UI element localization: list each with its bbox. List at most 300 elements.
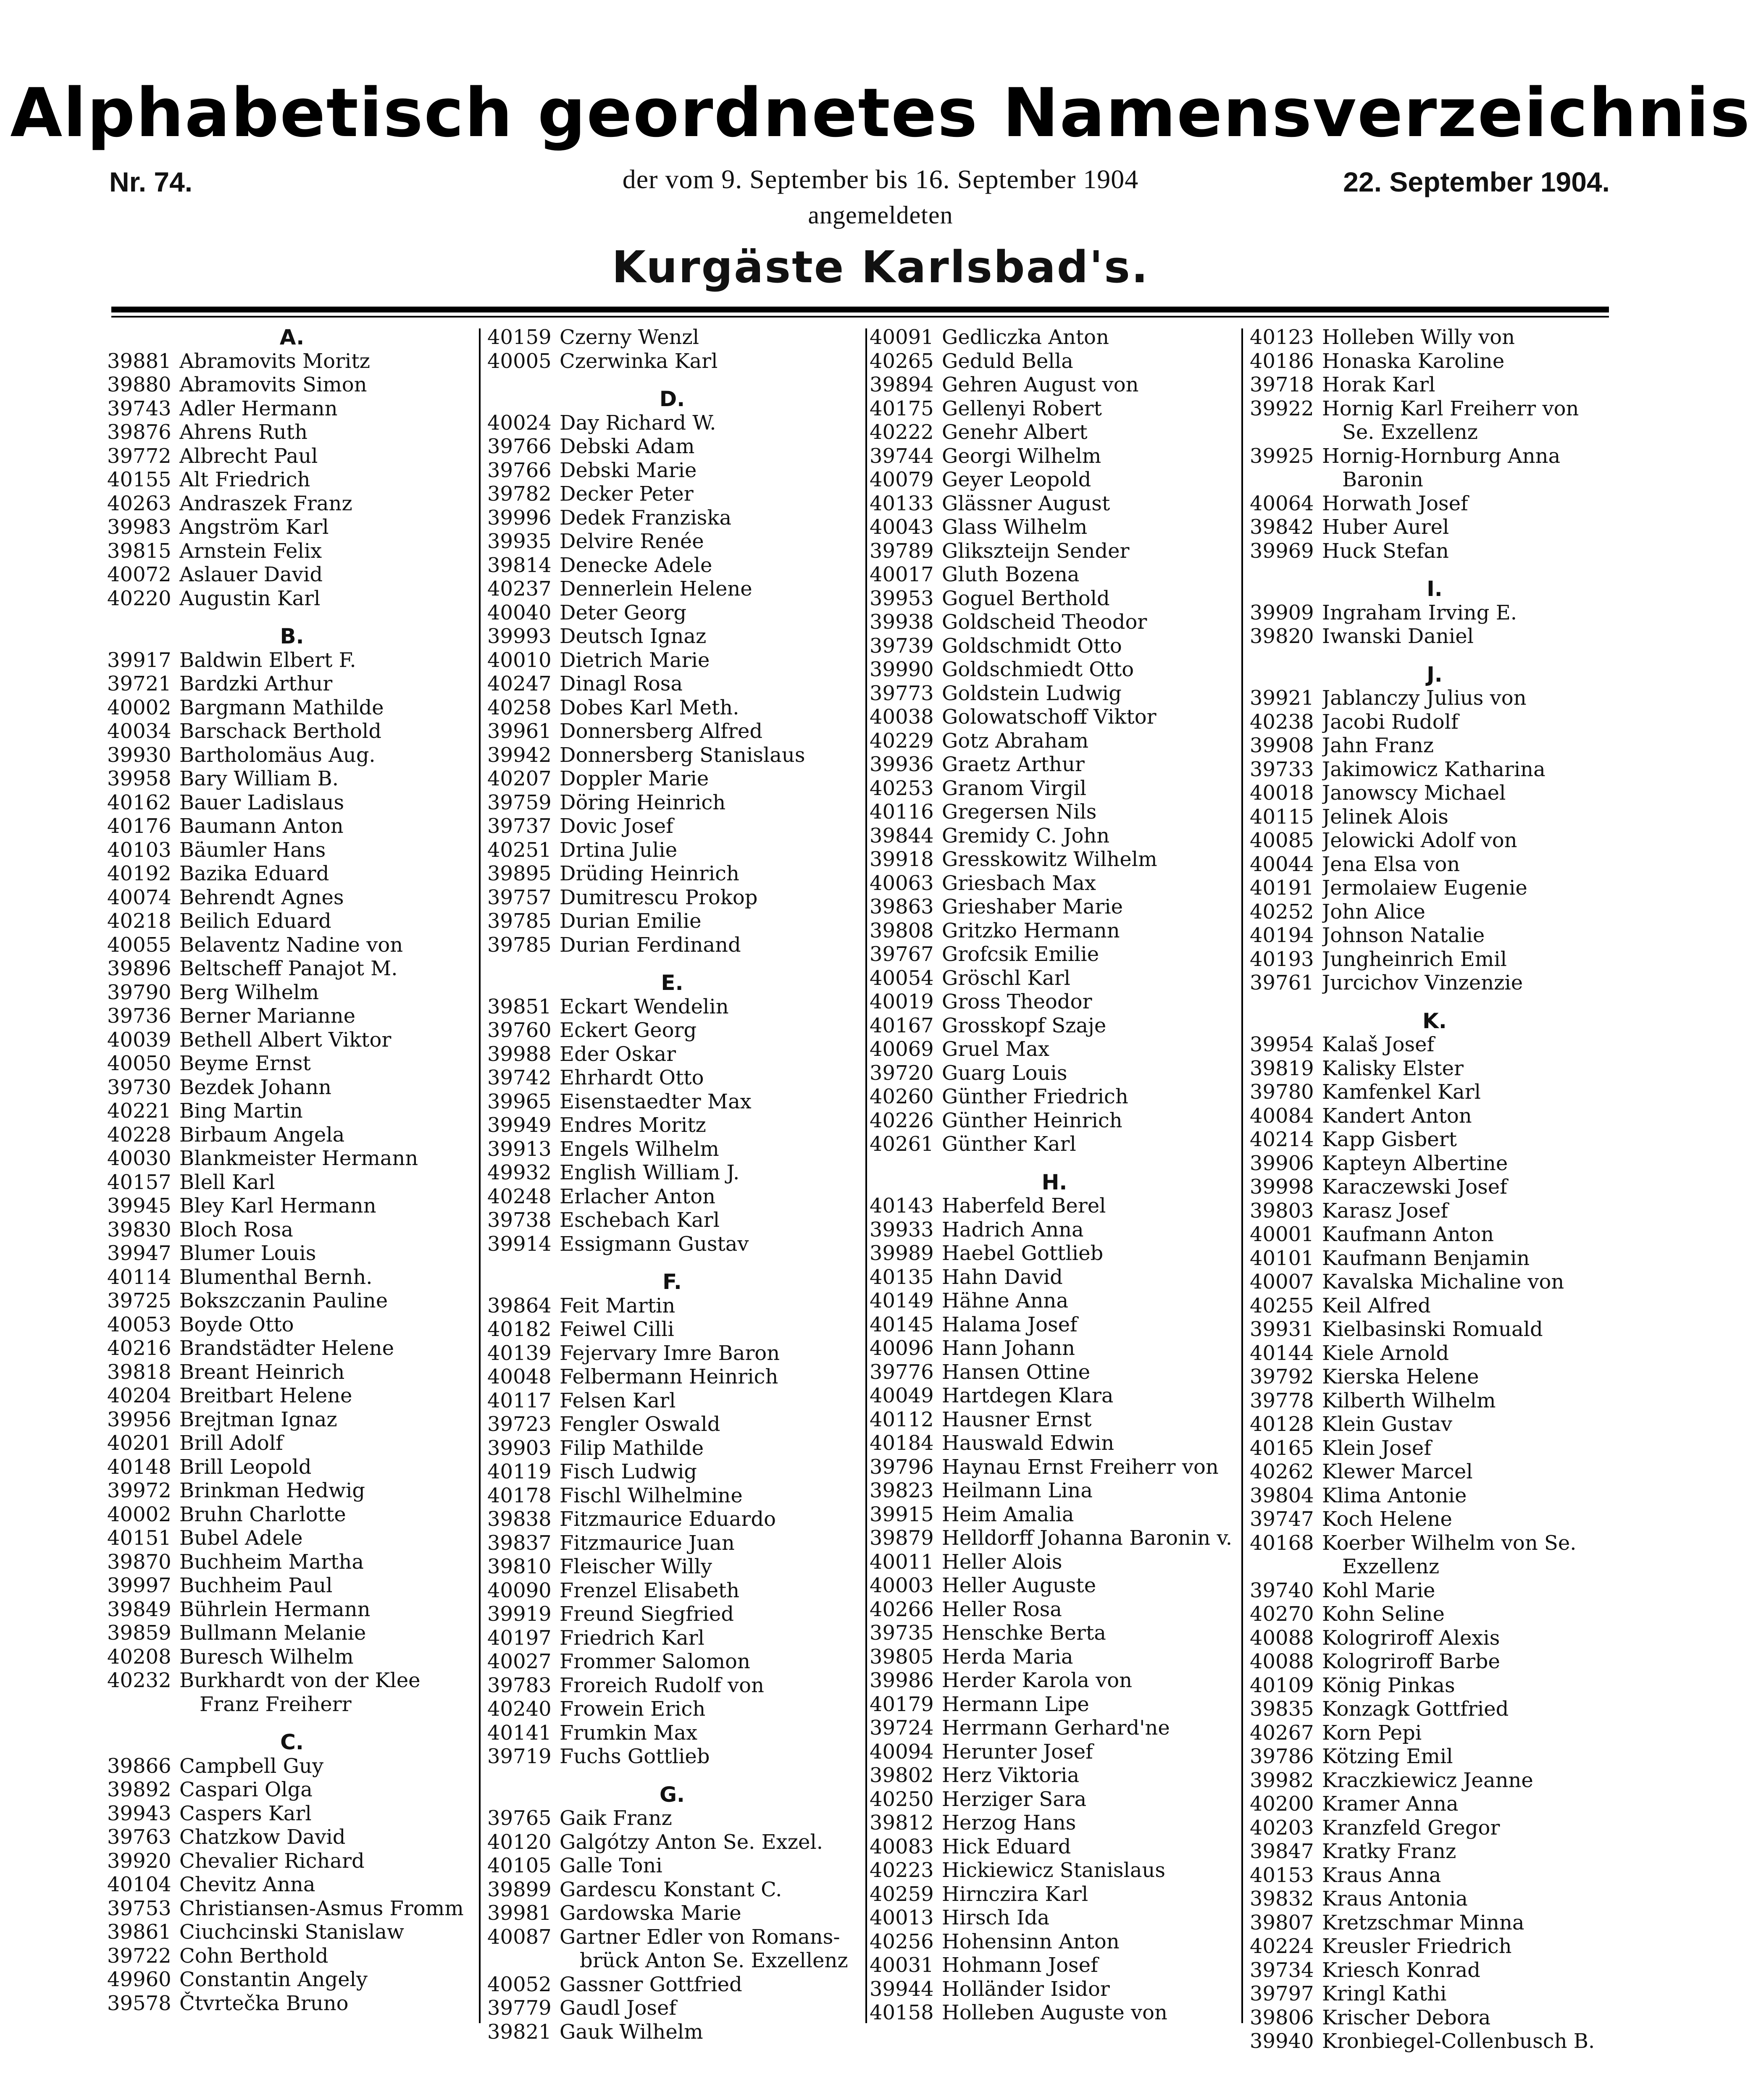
guest-number: 39909	[1250, 601, 1314, 625]
guest-name: Gröschl Karl	[942, 966, 1070, 990]
guest-name: Drüding Heinrich	[560, 862, 739, 885]
list-item	[107, 444, 477, 468]
letter-heading: I.	[1427, 577, 1443, 601]
list-item	[1250, 2029, 1619, 2053]
guest-number: 40027	[487, 1650, 552, 1673]
guest-name: Eder Oskar	[560, 1042, 676, 1066]
list-item	[107, 420, 477, 444]
list-item	[870, 1109, 1239, 1133]
list-item	[107, 1076, 477, 1100]
guest-number: 40064	[1250, 491, 1314, 515]
guest-number: 40157	[107, 1170, 171, 1194]
guest-number: 40119	[487, 1460, 552, 1483]
guest-name: Buresch Wilhelm	[179, 1645, 354, 1669]
list-item	[487, 625, 857, 648]
list-item	[1250, 515, 1619, 539]
guest-number: 39789	[870, 539, 934, 563]
guest-name: Chevalier Richard	[179, 1849, 365, 1873]
guest-name: Kraus Antonia	[1322, 1887, 1468, 1911]
guest-number: 39986	[870, 1669, 934, 1692]
guest-number: 40135	[870, 1265, 934, 1289]
list-item	[107, 767, 477, 791]
guest-name: Holleben Auguste von	[942, 2001, 1167, 2024]
guest-name: König Pinkas	[1322, 1673, 1455, 1697]
list-item	[107, 862, 477, 886]
guest-name: Iwanski Daniel	[1322, 625, 1474, 648]
guest-name: Froreich Rudolf von	[560, 1673, 764, 1697]
guest-name: Grosskopf Szaje	[942, 1013, 1107, 1037]
guest-number: 40005	[487, 349, 552, 373]
list-item	[487, 1830, 857, 1854]
list-item	[107, 1360, 477, 1384]
guest-name: Galle Toni	[560, 1854, 662, 1877]
guest-number: 39981	[487, 1901, 552, 1925]
guest-name: Fischl Wilhelmine	[560, 1483, 743, 1507]
guest-name: Huck Stefan	[1322, 539, 1449, 563]
guest-number: 39734	[1250, 1958, 1314, 1982]
guest-number: 39935	[487, 530, 552, 553]
list-item	[487, 482, 857, 506]
guest-number: 40194	[1250, 924, 1314, 947]
entry-continuation: Franz Freiherr	[200, 1692, 352, 1716]
guest-number: 39810	[487, 1555, 552, 1578]
guest-name: Hornig-Hornburg Anna	[1322, 444, 1561, 468]
guest-name: Hornig Karl Freiherr von	[1322, 396, 1579, 420]
guest-name: Durian Emilie	[560, 909, 702, 933]
guest-number: 40200	[1250, 1792, 1314, 1816]
guest-number: 39849	[107, 1597, 171, 1621]
guest-number: 40087	[487, 1925, 552, 1949]
guest-name: Hirsch Ida	[942, 1906, 1050, 1929]
list-item	[487, 767, 857, 791]
guest-name: Griesbach Max	[942, 871, 1096, 895]
list-item	[107, 587, 477, 611]
guest-number: 40151	[107, 1526, 171, 1550]
guest-number: 39766	[487, 458, 552, 482]
guest-name: Caspari Olga	[179, 1778, 313, 1801]
guest-name: Endres Moritz	[560, 1113, 706, 1137]
guest-number: 40153	[1250, 1863, 1314, 1887]
list-item	[487, 1137, 857, 1161]
section-gap	[487, 373, 857, 387]
guest-name: Herunter Josef	[942, 1740, 1093, 1764]
list-item	[870, 1526, 1239, 1550]
guest-number: 39903	[487, 1436, 552, 1460]
list-item	[1250, 781, 1619, 805]
guest-number: 40256	[870, 1929, 934, 1953]
guest-number: 39925	[1250, 444, 1314, 468]
section-gap	[1250, 563, 1619, 577]
guest-name: Eckart Wendelin	[560, 995, 729, 1018]
list-item	[487, 1721, 857, 1745]
list-item	[107, 909, 477, 933]
list-item	[1250, 492, 1619, 516]
guest-number: 40049	[870, 1384, 934, 1407]
guest-name: Herz Viktoria	[942, 1764, 1080, 1787]
guest-number: 39790	[107, 980, 171, 1004]
guest-number: 39821	[487, 2020, 552, 2044]
list-item	[107, 886, 477, 910]
guest-name: Kandert Anton	[1322, 1104, 1472, 1128]
guest-number: 40085	[1250, 829, 1314, 852]
list-item	[870, 658, 1239, 682]
guest-number: 40220	[107, 586, 171, 610]
guest-number: 49960	[107, 1968, 171, 1991]
list-item	[107, 1408, 477, 1432]
guest-number: 39776	[870, 1360, 934, 1384]
list-item	[107, 349, 477, 373]
guest-number: 39838	[487, 1507, 552, 1531]
guest-number: 40055	[107, 933, 171, 957]
guest-number: 39721	[107, 672, 171, 696]
list-item	[107, 563, 477, 587]
list-item	[107, 492, 477, 516]
guest-number: 40270	[1250, 1602, 1314, 1626]
list-item	[487, 1341, 857, 1365]
guest-name: Beyme Ernst	[179, 1052, 311, 1075]
guest-name: Herzog Hans	[942, 1811, 1076, 1835]
list-item	[870, 1740, 1239, 1764]
list-item	[487, 1090, 857, 1114]
list-item	[870, 1479, 1239, 1503]
column-divider-2	[865, 328, 867, 2023]
guest-name: Kapp Gisbert	[1322, 1128, 1457, 1151]
guest-name: Kologriroff Alexis	[1322, 1626, 1500, 1650]
list-item	[107, 1099, 477, 1123]
guest-number: 40238	[1250, 710, 1314, 734]
guest-number: 40038	[870, 705, 934, 729]
guest-number: 39783	[487, 1673, 552, 1697]
guest-number: 40063	[870, 871, 934, 895]
list-item	[107, 719, 477, 743]
guest-number: 39988	[487, 1042, 552, 1066]
list-item	[107, 814, 477, 838]
list-item	[870, 563, 1239, 587]
guest-name: Krischer Debora	[1322, 2006, 1491, 2029]
list-item	[870, 326, 1239, 349]
guest-number: 39847	[1250, 1840, 1314, 1863]
guest-number: 40003	[870, 1574, 934, 1597]
guest-name: Kalisky Elster	[1322, 1056, 1464, 1080]
guest-number: 40019	[870, 990, 934, 1013]
list-item	[107, 743, 477, 767]
list-item	[870, 1218, 1239, 1242]
guest-name: Grofcsik Emilie	[942, 942, 1099, 966]
guest-name: Heilmann Lina	[942, 1479, 1093, 1502]
list-item	[107, 672, 477, 696]
guest-number: 39753	[107, 1896, 171, 1920]
guest-number: 40155	[107, 468, 171, 491]
list-item	[487, 530, 857, 554]
guest-number: 40165	[1250, 1436, 1314, 1460]
list-item	[107, 838, 477, 862]
guest-number: 40265	[870, 349, 934, 373]
list-item	[870, 1669, 1239, 1693]
list-item	[1250, 1412, 1619, 1436]
guest-name: Granom Virgil	[942, 776, 1087, 800]
guest-name: English William J.	[560, 1161, 740, 1184]
list-item	[107, 791, 477, 815]
list-item	[1250, 1341, 1619, 1365]
guest-name: Goldstein Ludwig	[942, 681, 1122, 705]
list-item	[487, 601, 857, 625]
guest-name: John Alice	[1322, 900, 1425, 924]
guest-name: Brill Leopold	[179, 1455, 312, 1479]
letter-heading: J.	[1427, 662, 1443, 687]
guest-name: Feit Martin	[560, 1294, 675, 1318]
guest-name: Janowscy Michael	[1322, 781, 1506, 805]
guest-name: Bauer Ladislaus	[179, 790, 344, 814]
guest-name: Jacobi Rudolf	[1322, 710, 1459, 734]
guest-name: Koerber Wilhelm von Se.	[1322, 1531, 1577, 1555]
guest-number: 39792	[1250, 1365, 1314, 1389]
guest-name: Boyde Otto	[179, 1312, 294, 1336]
list-item	[107, 1384, 477, 1408]
guest-name: Hann Johann	[942, 1336, 1075, 1360]
list-item	[1250, 1887, 1619, 1911]
guest-number: 40128	[1250, 1412, 1314, 1436]
guest-name: Klein Josef	[1322, 1436, 1432, 1460]
list-item	[487, 1996, 857, 2020]
letter-heading: K.	[1422, 1008, 1447, 1033]
guest-number: 40054	[870, 966, 934, 990]
guest-name: Glässner August	[942, 491, 1110, 515]
guest-name: Čtvrtečka Bruno	[179, 1991, 349, 2015]
guest-number: 39982	[1250, 1768, 1314, 1792]
guest-number: 39738	[487, 1208, 552, 1232]
guest-name: Keil Alfred	[1322, 1294, 1431, 1318]
guest-number: 39930	[107, 743, 171, 767]
guest-number: 39990	[870, 658, 934, 681]
list-item	[1250, 1365, 1619, 1389]
guest-name: Augustin Karl	[179, 586, 321, 610]
list-item	[870, 1061, 1239, 1085]
guest-number: 40088	[1250, 1626, 1314, 1650]
list-item	[487, 1232, 857, 1256]
guest-name: Dobes Karl Meth.	[560, 696, 739, 719]
guest-name: Georgi Wilhelm	[942, 444, 1101, 468]
guest-name: Decker Peter	[560, 482, 694, 506]
entry-continuation: Se. Exzellenz	[1342, 420, 1478, 444]
list-item	[1250, 734, 1619, 758]
list-item	[870, 705, 1239, 729]
guest-name: Frowein Erich	[560, 1697, 706, 1721]
guest-number: 39866	[107, 1754, 171, 1778]
list-item	[107, 1479, 477, 1503]
list-item	[870, 1194, 1239, 1218]
guest-number: 39807	[1250, 1911, 1314, 1935]
guest-name: Blumer Louis	[179, 1242, 316, 1265]
guest-name: Bäumler Hans	[179, 838, 326, 862]
guest-name: Filip Mathilde	[560, 1436, 704, 1460]
list-item	[1250, 1816, 1619, 1840]
guest-number: 39740	[1250, 1578, 1314, 1602]
list-item	[870, 1384, 1239, 1408]
guest-name: Hohmann Josef	[942, 1953, 1098, 1977]
guest-number: 39851	[487, 995, 552, 1018]
guest-name: Hauswald Edwin	[942, 1431, 1114, 1455]
list-item	[870, 777, 1239, 801]
list-item	[107, 1968, 477, 1992]
guest-number: 39772	[107, 444, 171, 468]
guest-name: Herrmann Gerhard'ne	[942, 1716, 1170, 1740]
guest-number: 40001	[1250, 1223, 1314, 1246]
guest-name: Adler Hermann	[179, 396, 338, 420]
letter-heading: H.	[1041, 1170, 1067, 1194]
list-item	[1250, 710, 1619, 734]
guest-number: 40141	[487, 1721, 552, 1745]
guest-number: 40266	[870, 1597, 934, 1621]
list-item	[1250, 876, 1619, 900]
guest-name: Abramovits Simon	[179, 373, 367, 396]
list-item	[870, 1906, 1239, 1930]
guest-number: 39956	[107, 1407, 171, 1431]
list-item	[870, 1455, 1239, 1479]
guest-name: Karaczewski Josef	[1322, 1175, 1507, 1199]
guest-name: Kielbasinski Romuald	[1322, 1318, 1543, 1341]
guest-name: Fisch Ludwig	[560, 1460, 697, 1483]
guest-number: 39906	[1250, 1151, 1314, 1175]
guest-name: Halama Josef	[942, 1312, 1078, 1336]
list-item	[487, 411, 857, 435]
list-item	[107, 1526, 477, 1550]
guest-number: 49932	[487, 1161, 552, 1184]
guest-name: Bruhn Charlotte	[179, 1502, 346, 1526]
guest-number: 40145	[870, 1312, 934, 1336]
guest-number: 40221	[107, 1099, 171, 1123]
list-item	[1250, 1911, 1619, 1935]
guest-name: Haynau Ernst Freiherr von	[942, 1455, 1219, 1479]
section-gap	[1250, 648, 1619, 663]
list-item	[1250, 829, 1619, 853]
guest-number: 39876	[107, 420, 171, 444]
guest-name: Gellenyi Robert	[942, 396, 1102, 420]
guest-number: 39782	[487, 482, 552, 506]
guest-number: 39864	[487, 1294, 552, 1318]
list-item	[107, 648, 477, 672]
list-item	[1250, 1531, 1619, 1555]
list-item	[487, 1484, 857, 1508]
guest-number: 40158	[870, 2001, 934, 2024]
guest-number: 39972	[107, 1479, 171, 1502]
guest-number: 39719	[487, 1745, 552, 1768]
guest-name: Bokszczanin Pauline	[179, 1289, 388, 1312]
guest-number: 39940	[1250, 2029, 1314, 2053]
guest-name: Günther Friedrich	[942, 1085, 1128, 1108]
guest-name: Brandstädter Helene	[179, 1336, 394, 1360]
guest-number: 40207	[487, 767, 552, 790]
list-item	[107, 1778, 477, 1802]
list-item	[870, 1360, 1239, 1384]
guest-number: 39870	[107, 1550, 171, 1574]
list-item	[487, 349, 857, 373]
list-item	[487, 1113, 857, 1137]
list-item	[870, 1574, 1239, 1598]
guest-name: Caspers Karl	[179, 1801, 312, 1825]
guest-number: 40267	[1250, 1721, 1314, 1745]
list-item	[870, 1132, 1239, 1156]
guest-number: 39815	[107, 539, 171, 563]
list-item	[487, 838, 857, 862]
guest-name: Dedek Franziska	[560, 506, 732, 530]
list-item	[487, 1626, 857, 1650]
list-item	[487, 862, 857, 886]
guest-name: Kreusler Friedrich	[1322, 1935, 1512, 1958]
guest-number: 39718	[1250, 373, 1314, 396]
list-item	[1250, 948, 1619, 971]
guest-number: 40044	[1250, 852, 1314, 876]
guest-number: 39785	[487, 933, 552, 957]
guest-name: Dinagl Rosa	[560, 672, 683, 696]
guest-number: 39908	[1250, 734, 1314, 757]
guest-name: Buchheim Martha	[179, 1550, 364, 1574]
guest-number: 40088	[1250, 1650, 1314, 1673]
list-item	[487, 1185, 857, 1209]
list-item	[870, 729, 1239, 753]
guest-number: 39730	[107, 1075, 171, 1099]
guest-number: 39958	[107, 767, 171, 790]
entry-continuation: brück Anton Se. Exzellenz	[580, 1949, 848, 1972]
guest-number: 39747	[1250, 1507, 1314, 1531]
guest-number: 40182	[487, 1318, 552, 1341]
guest-number: 39879	[870, 1526, 934, 1550]
guest-name: Huber Aurel	[1322, 515, 1449, 539]
guest-name: Horwath Josef	[1322, 491, 1468, 515]
guest-number: 39725	[107, 1289, 171, 1312]
guest-name: Gremidy C. John	[942, 824, 1110, 848]
list-item	[870, 1408, 1239, 1432]
list-item	[870, 1645, 1239, 1669]
guest-name: Eschebach Karl	[560, 1208, 720, 1232]
section-gap	[107, 1716, 477, 1730]
guest-name: Heller Alois	[942, 1550, 1062, 1574]
guest-number: 39733	[1250, 757, 1314, 781]
guest-name: Gedliczka Anton	[942, 326, 1109, 349]
name-column-1	[107, 326, 477, 2015]
guest-name: Jelowicki Adolf von	[1322, 829, 1517, 852]
list-item	[487, 459, 857, 483]
list-item	[107, 1897, 477, 1921]
guest-name: Kraus Anna	[1322, 1863, 1441, 1887]
guest-name: Jablanczy Julius von	[1322, 686, 1527, 710]
guest-name: Döring Heinrich	[560, 790, 726, 814]
guest-name: Günther Karl	[942, 1132, 1076, 1156]
guest-name: Bullmann Melanie	[179, 1621, 366, 1645]
guest-number: 39805	[870, 1645, 934, 1669]
guest-name: Cohn Berthold	[179, 1944, 329, 1968]
list-item	[487, 1674, 857, 1698]
list-item	[1250, 1270, 1619, 1294]
guest-name: Fuchs Gottlieb	[560, 1745, 710, 1768]
guest-number: 40193	[1250, 947, 1314, 971]
guest-number: 40139	[487, 1341, 552, 1365]
guest-name: Christiansen-Asmus Fromm	[179, 1896, 464, 1920]
list-item	[870, 444, 1239, 468]
guest-number: 39804	[1250, 1483, 1314, 1507]
list-item	[870, 492, 1239, 516]
guest-number: 40109	[1250, 1673, 1314, 1697]
guest-number: 40247	[487, 672, 552, 696]
page-title: Alphabetisch geordnetes Namensverzeichnis	[10, 74, 1751, 152]
list-item	[487, 1806, 857, 1830]
guest-name: Kringl Kathi	[1322, 1982, 1447, 2006]
guest-number: 40179	[870, 1692, 934, 1716]
guest-name: Goldschmiedt Otto	[942, 658, 1134, 681]
guest-number: 40218	[107, 909, 171, 933]
list-item	[1250, 1935, 1619, 1958]
list-item	[487, 1161, 857, 1185]
guest-name: Gardowska Marie	[560, 1901, 741, 1925]
